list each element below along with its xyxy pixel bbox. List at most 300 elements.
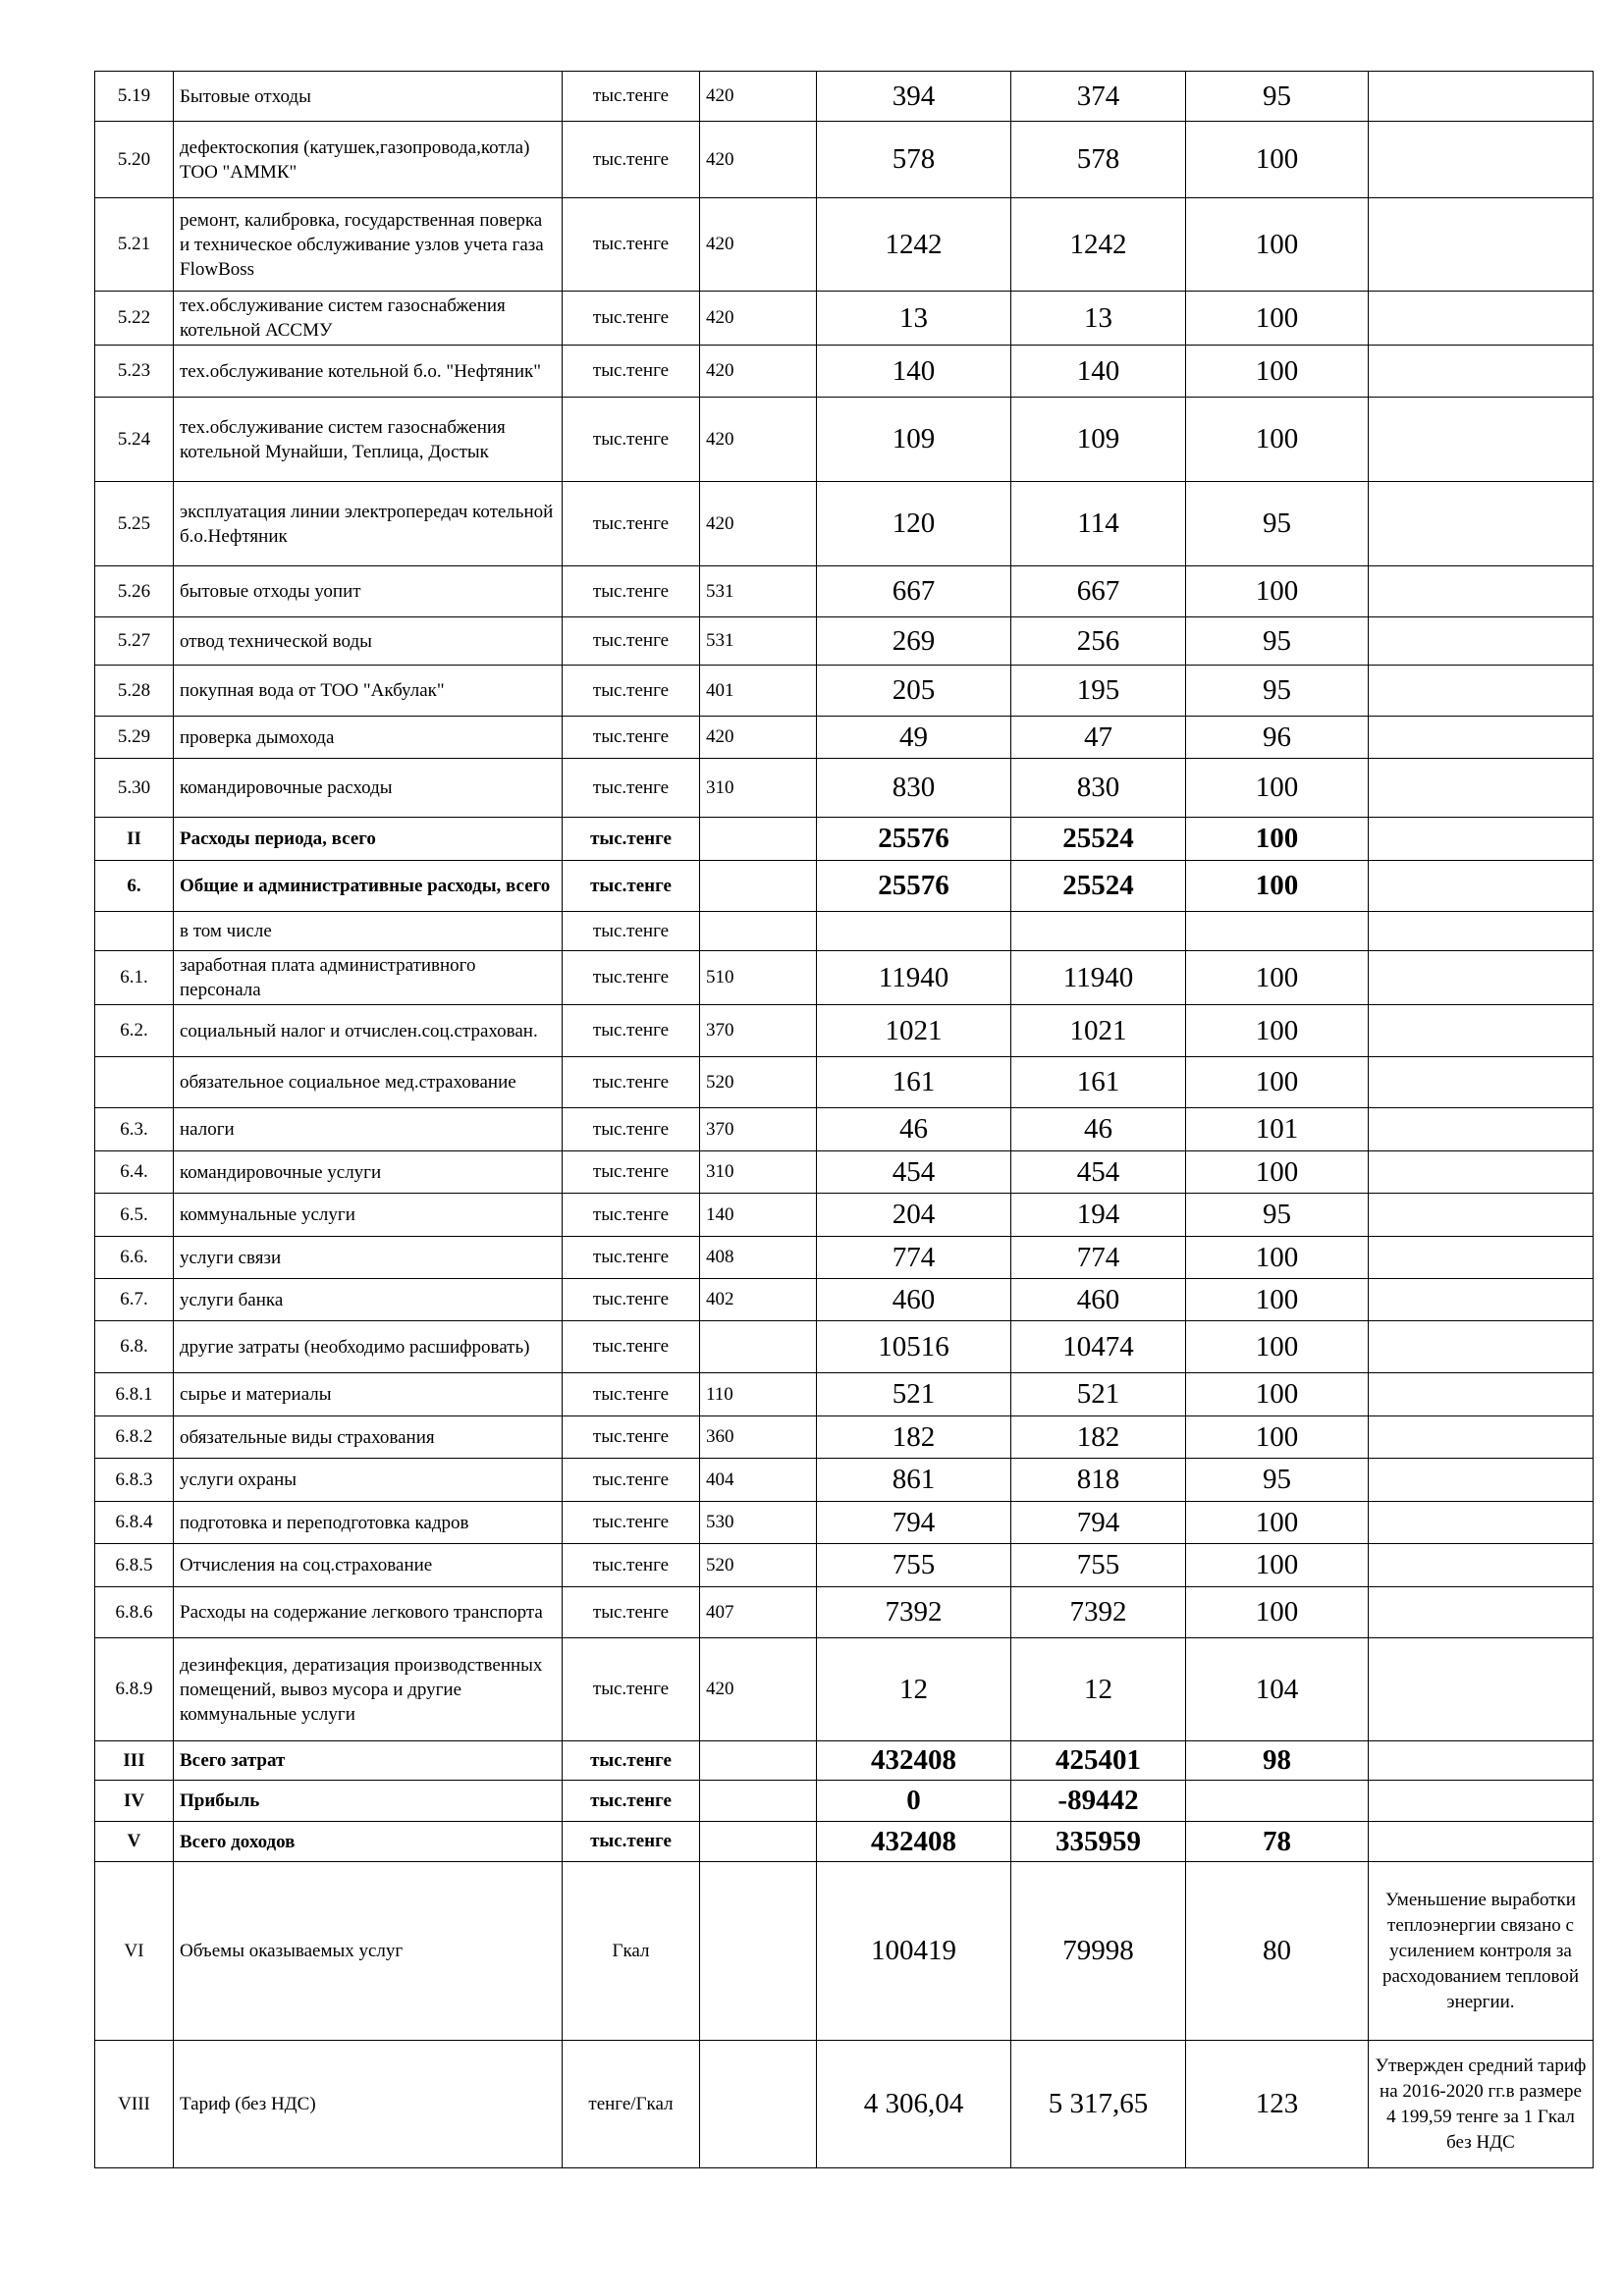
planned-value-cell: 432408 [817,1741,1011,1781]
row-number-cell: 5.21 [95,198,174,292]
planned-value-cell: 10516 [817,1321,1011,1373]
percent-cell: 100 [1186,759,1369,818]
percent-cell: 100 [1186,818,1369,861]
percent-cell: 100 [1186,122,1369,198]
row-number-cell: 5.23 [95,346,174,398]
percent-cell: 96 [1186,717,1369,759]
item-name-cell: другие затраты (необходимо расшифровать) [174,1321,563,1373]
actual-value-cell: 161 [1011,1057,1186,1108]
table-row [95,818,1594,861]
percent-cell: 100 [1186,1005,1369,1057]
row-number-cell: 6.8.5 [95,1544,174,1587]
account-code-cell: 531 [700,566,817,617]
row-number-cell: 6.7. [95,1279,174,1321]
percent-cell: 100 [1186,1279,1369,1321]
account-code-cell: 110 [700,1373,817,1416]
table-row [95,1321,1594,1373]
unit-cell: тыс.тенге [563,1502,700,1544]
unit-cell: тыс.тенге [563,1108,700,1151]
row-number-cell: 5.29 [95,717,174,759]
table-row [95,292,1594,346]
percent-cell: 100 [1186,1502,1369,1544]
table-row [95,1373,1594,1416]
unit-cell: тыс.тенге [563,1822,700,1862]
account-code-cell: 370 [700,1108,817,1151]
row-number-cell: 5.30 [95,759,174,818]
planned-value-cell: 460 [817,1279,1011,1321]
row-number-cell [95,912,174,951]
row-number-cell: 6.5. [95,1194,174,1237]
unit-cell: тыс.тенге [563,1279,700,1321]
planned-value-cell: 13 [817,292,1011,346]
note-cell: Уменьшение выработки теплоэнергии связано с усилением контроля за расходованием тепловой энергии. [1369,1862,1594,2041]
account-code-cell: 404 [700,1459,817,1502]
note-cell [1369,198,1594,292]
percent-cell: 100 [1186,1321,1369,1373]
note-cell [1369,292,1594,346]
planned-value-cell: 432408 [817,1822,1011,1862]
planned-value-cell: 774 [817,1237,1011,1279]
note-cell [1369,912,1594,951]
actual-value-cell: 256 [1011,617,1186,666]
item-name-cell: коммунальные услуги [174,1194,563,1237]
note-cell [1369,482,1594,566]
unit-cell: тыс.тенге [563,861,700,912]
actual-value-cell: 460 [1011,1279,1186,1321]
actual-value-cell: 79998 [1011,1862,1186,2041]
table-row [95,1638,1594,1741]
account-code-cell [700,1822,817,1862]
item-name-cell: отвод технической воды [174,617,563,666]
note-cell [1369,1194,1594,1237]
item-name-cell: обязательные виды страхования [174,1416,563,1459]
percent-cell: 100 [1186,346,1369,398]
actual-value-cell: 5 317,65 [1011,2041,1186,2168]
row-number-cell: 5.24 [95,398,174,482]
table-row [95,198,1594,292]
account-code-cell [700,818,817,861]
actual-value-cell: -89442 [1011,1781,1186,1822]
item-name-cell: Всего доходов [174,1822,563,1862]
row-number-cell: 5.20 [95,122,174,198]
unit-cell: тыс.тенге [563,666,700,717]
actual-value-cell: 25524 [1011,818,1186,861]
account-code-cell: 407 [700,1587,817,1638]
unit-cell: тыс.тенге [563,912,700,951]
row-number-cell: 6.8. [95,1321,174,1373]
item-name-cell: проверка дымохода [174,717,563,759]
account-code-cell: 531 [700,617,817,666]
note-cell [1369,1741,1594,1781]
account-code-cell [700,1862,817,2041]
table-row [95,1544,1594,1587]
percent-cell: 100 [1186,861,1369,912]
table-body [95,72,1594,2168]
account-code-cell: 520 [700,1057,817,1108]
actual-value-cell: 335959 [1011,1822,1186,1862]
percent-cell: 100 [1186,1587,1369,1638]
planned-value-cell: 25576 [817,818,1011,861]
unit-cell: тыс.тенге [563,1781,700,1822]
actual-value-cell: 13 [1011,292,1186,346]
percent-cell: 80 [1186,1862,1369,2041]
actual-value-cell: 7392 [1011,1587,1186,1638]
actual-value-cell: 755 [1011,1544,1186,1587]
unit-cell: тыс.тенге [563,759,700,818]
item-name-cell: подготовка и переподготовка кадров [174,1502,563,1544]
account-code-cell: 530 [700,1502,817,1544]
percent-cell: 95 [1186,72,1369,122]
account-code-cell: 520 [700,1544,817,1587]
percent-cell: 78 [1186,1822,1369,1862]
actual-value-cell: 47 [1011,717,1186,759]
item-name-cell: услуги охраны [174,1459,563,1502]
percent-cell: 100 [1186,1151,1369,1194]
account-code-cell: 401 [700,666,817,717]
note-cell [1369,717,1594,759]
row-number-cell: V [95,1822,174,1862]
table-row [95,72,1594,122]
unit-cell: тыс.тенге [563,1638,700,1741]
account-code-cell: 420 [700,346,817,398]
item-name-cell: Расходы на содержание легкового транспорта [174,1587,563,1638]
table-row [95,1194,1594,1237]
account-code-cell: 420 [700,717,817,759]
note-cell [1369,1279,1594,1321]
account-code-cell: 370 [700,1005,817,1057]
unit-cell: тыс.тенге [563,1741,700,1781]
unit-cell: тыс.тенге [563,617,700,666]
note-cell [1369,1416,1594,1459]
account-code-cell: 408 [700,1237,817,1279]
note-cell [1369,1108,1594,1151]
planned-value-cell: 100419 [817,1862,1011,2041]
row-number-cell: 5.26 [95,566,174,617]
note-cell [1369,1781,1594,1822]
actual-value-cell: 667 [1011,566,1186,617]
actual-value-cell: 114 [1011,482,1186,566]
note-cell [1369,72,1594,122]
note-cell [1369,818,1594,861]
percent-cell: 95 [1186,1194,1369,1237]
table-row [95,617,1594,666]
item-name-cell: обязательное социальное мед.страхование [174,1057,563,1108]
row-number-cell: 5.28 [95,666,174,717]
item-name-cell: тех.обслуживание систем газоснабжения котельной АССМУ [174,292,563,346]
item-name-cell: покупная вода от ТОО "Акбулак" [174,666,563,717]
unit-cell: тыс.тенге [563,566,700,617]
item-name-cell: тех.обслуживание систем газоснабжения котельной Мунайши, Теплица, Достык [174,398,563,482]
percent-cell: 95 [1186,1459,1369,1502]
planned-value-cell: 0 [817,1781,1011,1822]
planned-value-cell: 109 [817,398,1011,482]
unit-cell: тыс.тенге [563,72,700,122]
row-number-cell: 6.6. [95,1237,174,1279]
row-number-cell: 6.2. [95,1005,174,1057]
row-number-cell: VI [95,1862,174,2041]
row-number-cell: 6.8.4 [95,1502,174,1544]
unit-cell: тыс.тенге [563,1057,700,1108]
table-row [95,2041,1594,2168]
note-cell [1369,122,1594,198]
row-number-cell: 6.8.2 [95,1416,174,1459]
item-name-cell: Расходы периода, всего [174,818,563,861]
account-code-cell [700,1781,817,1822]
row-number-cell: VIII [95,2041,174,2168]
actual-value-cell: 818 [1011,1459,1186,1502]
account-code-cell [700,912,817,951]
unit-cell: тыс.тенге [563,346,700,398]
row-number-cell [95,1057,174,1108]
planned-value-cell: 12 [817,1638,1011,1741]
account-code-cell: 420 [700,122,817,198]
table-row [95,861,1594,912]
unit-cell: Гкал [563,1862,700,2041]
item-name-cell: в том числе [174,912,563,951]
item-name-cell: заработная плата административного персонала [174,951,563,1005]
actual-value-cell: 46 [1011,1108,1186,1151]
row-number-cell: 6.3. [95,1108,174,1151]
table-row [95,1822,1594,1862]
table-row [95,1005,1594,1057]
percent-cell: 100 [1186,1416,1369,1459]
table-row [95,398,1594,482]
actual-value-cell: 774 [1011,1237,1186,1279]
planned-value-cell: 182 [817,1416,1011,1459]
actual-value-cell: 425401 [1011,1741,1186,1781]
unit-cell: тыс.тенге [563,1416,700,1459]
item-name-cell: командировочные расходы [174,759,563,818]
item-name-cell: услуги связи [174,1237,563,1279]
planned-value-cell: 394 [817,72,1011,122]
tariff-estimate-table [94,71,1594,2168]
actual-value-cell: 109 [1011,398,1186,482]
percent-cell: 95 [1186,617,1369,666]
unit-cell: тыс.тенге [563,1151,700,1194]
percent-cell: 123 [1186,2041,1369,2168]
account-code-cell [700,2041,817,2168]
actual-value-cell: 25524 [1011,861,1186,912]
item-name-cell: Прибыль [174,1781,563,1822]
planned-value-cell: 205 [817,666,1011,717]
row-number-cell: 6.8.3 [95,1459,174,1502]
account-code-cell: 360 [700,1416,817,1459]
planned-value-cell: 521 [817,1373,1011,1416]
unit-cell: тыс.тенге [563,122,700,198]
item-name-cell: эксплуатация линии электропередач котельной б.о.Нефтяник [174,482,563,566]
note-cell [1369,1502,1594,1544]
account-code-cell [700,1741,817,1781]
planned-value-cell: 830 [817,759,1011,818]
unit-cell: тыс.тенге [563,717,700,759]
note-cell [1369,1638,1594,1741]
actual-value-cell: 578 [1011,122,1186,198]
percent-cell: 95 [1186,482,1369,566]
row-number-cell: 6.8.6 [95,1587,174,1638]
actual-value-cell: 1242 [1011,198,1186,292]
planned-value-cell: 794 [817,1502,1011,1544]
table-row [95,1741,1594,1781]
actual-value-cell: 454 [1011,1151,1186,1194]
percent-cell [1186,1781,1369,1822]
note-cell [1369,617,1594,666]
row-number-cell: II [95,818,174,861]
note-cell [1369,1459,1594,1502]
actual-value-cell: 830 [1011,759,1186,818]
note-cell [1369,861,1594,912]
note-cell [1369,951,1594,1005]
actual-value-cell: 12 [1011,1638,1186,1741]
percent-cell: 100 [1186,1237,1369,1279]
planned-value-cell: 861 [817,1459,1011,1502]
account-code-cell: 420 [700,398,817,482]
table-row [95,666,1594,717]
actual-value-cell: 521 [1011,1373,1186,1416]
item-name-cell: Общие и административные расходы, всего [174,861,563,912]
unit-cell: тенге/Гкал [563,2041,700,2168]
percent-cell: 98 [1186,1741,1369,1781]
actual-value-cell: 374 [1011,72,1186,122]
percent-cell: 100 [1186,566,1369,617]
row-number-cell: 6.8.1 [95,1373,174,1416]
account-code-cell: 420 [700,292,817,346]
actual-value-cell: 11940 [1011,951,1186,1005]
table-row [95,1781,1594,1822]
planned-value-cell: 120 [817,482,1011,566]
planned-value-cell: 269 [817,617,1011,666]
row-number-cell: 5.27 [95,617,174,666]
percent-cell: 100 [1186,198,1369,292]
percent-cell: 100 [1186,1057,1369,1108]
note-cell [1369,759,1594,818]
note-cell [1369,346,1594,398]
note-cell [1369,566,1594,617]
row-number-cell: 6. [95,861,174,912]
note-cell [1369,666,1594,717]
actual-value-cell: 10474 [1011,1321,1186,1373]
planned-value-cell: 204 [817,1194,1011,1237]
unit-cell: тыс.тенге [563,292,700,346]
table-row [95,1057,1594,1108]
account-code-cell: 310 [700,1151,817,1194]
table-row [95,1502,1594,1544]
unit-cell: тыс.тенге [563,951,700,1005]
actual-value-cell: 1021 [1011,1005,1186,1057]
item-name-cell: Отчисления на соц.страхование [174,1544,563,1587]
planned-value-cell: 755 [817,1544,1011,1587]
planned-value-cell: 49 [817,717,1011,759]
account-code-cell: 420 [700,1638,817,1741]
row-number-cell: 6.4. [95,1151,174,1194]
planned-value-cell: 1021 [817,1005,1011,1057]
table-row [95,1279,1594,1321]
unit-cell: тыс.тенге [563,398,700,482]
percent-cell: 101 [1186,1108,1369,1151]
planned-value-cell: 7392 [817,1587,1011,1638]
unit-cell: тыс.тенге [563,818,700,861]
unit-cell: тыс.тенге [563,1373,700,1416]
actual-value-cell: 794 [1011,1502,1186,1544]
account-code-cell: 140 [700,1194,817,1237]
actual-value-cell: 195 [1011,666,1186,717]
account-code-cell [700,861,817,912]
table-row [95,1108,1594,1151]
note-cell [1369,1005,1594,1057]
unit-cell: тыс.тенге [563,1321,700,1373]
actual-value-cell: 140 [1011,346,1186,398]
planned-value-cell: 454 [817,1151,1011,1194]
table-row [95,1237,1594,1279]
table-row [95,1459,1594,1502]
row-number-cell: 5.19 [95,72,174,122]
unit-cell: тыс.тенге [563,1237,700,1279]
item-name-cell: Тариф (без НДС) [174,2041,563,2168]
unit-cell: тыс.тенге [563,1544,700,1587]
planned-value-cell: 11940 [817,951,1011,1005]
table-row [95,1416,1594,1459]
item-name-cell: сырье и материалы [174,1373,563,1416]
unit-cell: тыс.тенге [563,198,700,292]
account-code-cell: 510 [700,951,817,1005]
account-code-cell [700,1321,817,1373]
account-code-cell: 402 [700,1279,817,1321]
percent-cell: 100 [1186,951,1369,1005]
account-code-cell: 420 [700,482,817,566]
table-row [95,346,1594,398]
planned-value-cell [817,912,1011,951]
planned-value-cell: 25576 [817,861,1011,912]
note-cell [1369,1321,1594,1373]
item-name-cell: ремонт, калибровка, государственная поверка и техническое обслуживание узлов учета газа FlowBoss [174,198,563,292]
table-row [95,951,1594,1005]
table-row [95,912,1594,951]
actual-value-cell: 182 [1011,1416,1186,1459]
note-cell [1369,1822,1594,1862]
unit-cell: тыс.тенге [563,482,700,566]
note-cell [1369,1587,1594,1638]
table-row [95,566,1594,617]
table-row [95,759,1594,818]
planned-value-cell: 578 [817,122,1011,198]
planned-value-cell: 667 [817,566,1011,617]
unit-cell: тыс.тенге [563,1194,700,1237]
planned-value-cell: 46 [817,1108,1011,1151]
note-cell: Утвержден средний тариф на 2016-2020 гг.в размере 4 199,59 тенге за 1 Гкал без НДС [1369,2041,1594,2168]
row-number-cell: 5.25 [95,482,174,566]
item-name-cell: Бытовые отходы [174,72,563,122]
percent-cell: 100 [1186,398,1369,482]
table-row [95,122,1594,198]
percent-cell: 100 [1186,292,1369,346]
item-name-cell: тех.обслуживание котельной б.о. "Нефтяник" [174,346,563,398]
planned-value-cell: 1242 [817,198,1011,292]
item-name-cell: командировочные услуги [174,1151,563,1194]
item-name-cell: бытовые отходы уопит [174,566,563,617]
unit-cell: тыс.тенге [563,1005,700,1057]
table-row [95,717,1594,759]
item-name-cell: Объемы оказываемых услуг [174,1862,563,2041]
item-name-cell: дефектоскопия (катушек,газопровода,котла) ТОО "АММК" [174,122,563,198]
percent-cell [1186,912,1369,951]
percent-cell: 100 [1186,1373,1369,1416]
percent-cell: 104 [1186,1638,1369,1741]
note-cell [1369,1151,1594,1194]
item-name-cell: дезинфекция, дератизация производственных помещений, вывоз мусора и другие коммунальные услуги [174,1638,563,1741]
account-code-cell: 310 [700,759,817,818]
table-row [95,1587,1594,1638]
percent-cell: 95 [1186,666,1369,717]
account-code-cell: 420 [700,198,817,292]
